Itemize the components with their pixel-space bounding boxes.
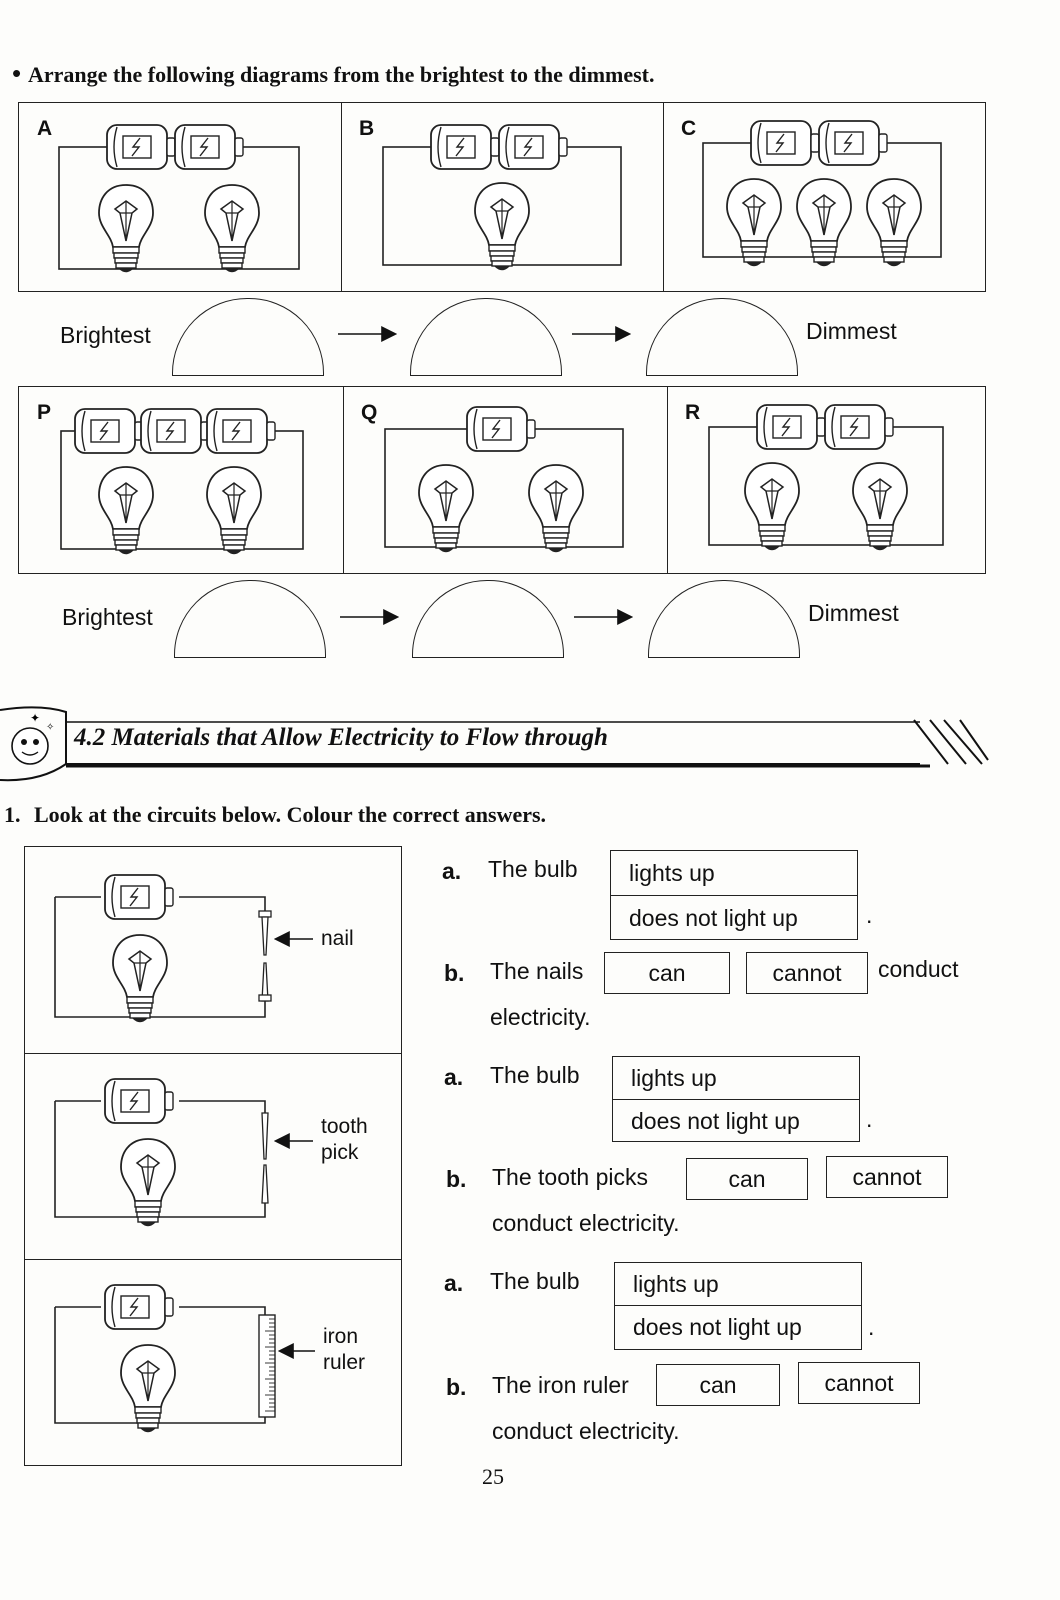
answer-slot[interactable]	[648, 580, 800, 658]
option-lights-up[interactable]: lights up	[611, 851, 857, 896]
answer-prompt: The tooth picks	[492, 1164, 648, 1190]
q2-instruction: Look at the circuits below. Colour the correct answers.	[34, 802, 547, 827]
circuit-letter: P	[37, 401, 52, 424]
circuit-diagram-b	[341, 103, 663, 291]
answer-prompt: The nails	[490, 958, 584, 984]
circuit-letter: Q	[361, 401, 378, 424]
answer-prompt: The iron ruler	[492, 1372, 629, 1398]
period: .	[866, 902, 873, 928]
circuit-letter: A	[37, 117, 53, 140]
answer-slot[interactable]	[410, 298, 562, 376]
answer-slot[interactable]	[646, 298, 798, 376]
brightest-label: Brightest	[60, 322, 151, 348]
answer-marker: a.	[442, 858, 462, 884]
circuit-cell-q	[343, 387, 668, 573]
answer-tail: conduct	[878, 956, 959, 982]
answer-tail: electricity.	[490, 1004, 591, 1030]
circuit-diagram-a	[19, 103, 341, 291]
answer-slot[interactable]	[174, 580, 326, 658]
q2-number: 1.	[4, 802, 21, 827]
answer-marker: a.	[444, 1270, 464, 1296]
material-label: ruler	[323, 1351, 366, 1374]
circuit-letter: R	[685, 401, 701, 424]
arrow-right-icon	[574, 610, 634, 624]
circuit-nail	[25, 847, 401, 1054]
circuit-cell-b	[341, 103, 664, 291]
option-does-not-light-up[interactable]: does not light up	[633, 1313, 802, 1340]
conductor-circuits	[24, 846, 402, 1466]
arrow-right-icon	[338, 327, 398, 341]
option-can[interactable]: can	[604, 952, 730, 994]
answer-marker: b.	[446, 1374, 467, 1400]
dimmest-label: Dimmest	[806, 318, 897, 344]
bulb-options	[612, 1056, 860, 1142]
answer-tail: conduct electricity.	[492, 1418, 680, 1444]
option-cannot[interactable]: cannot	[746, 952, 868, 994]
dimmest-label: Dimmest	[808, 600, 899, 626]
bulb-options	[614, 1262, 862, 1350]
material-label: tooth	[321, 1115, 368, 1138]
circuit-letter: C	[681, 117, 697, 140]
answer-marker: b.	[446, 1166, 467, 1192]
arrow-right-icon	[340, 610, 400, 624]
circuit-toothpick	[25, 1053, 401, 1260]
circuit-cell-a	[19, 103, 342, 291]
option-does-not-light-up[interactable]: does not light up	[629, 904, 798, 931]
circuit-diagram-p	[19, 387, 343, 573]
circuit-cell-c	[663, 103, 985, 291]
svg-text:✦: ✦	[30, 711, 41, 725]
period: .	[866, 1106, 873, 1132]
circuit-diagram-c	[663, 103, 985, 291]
option-lights-up[interactable]: lights up	[613, 1057, 859, 1100]
arrow-right-icon	[572, 327, 632, 341]
circuit-cell-r	[667, 387, 985, 573]
answer-tail: conduct electricity.	[492, 1210, 680, 1236]
svg-text:✧: ✧	[46, 722, 55, 733]
q1-instruction: Arrange the following diagrams from the brightest to the dimmest.	[28, 62, 655, 87]
material-label: nail	[321, 927, 354, 950]
option-cannot[interactable]: cannot	[798, 1362, 920, 1404]
circuit-set-2	[18, 386, 986, 574]
option-can[interactable]: can	[686, 1158, 808, 1200]
period: .	[868, 1314, 875, 1340]
option-does-not-light-up[interactable]: does not light up	[631, 1107, 800, 1134]
circuit-ironruler	[25, 1259, 401, 1465]
bulb-options	[610, 850, 858, 940]
section-title: 4.2 Materials that Allow Electricity to Flow through	[74, 724, 608, 751]
answer-slot[interactable]	[412, 580, 564, 658]
answer-marker: b.	[444, 960, 465, 986]
material-label: iron	[323, 1325, 359, 1348]
page-number: 25	[482, 1464, 504, 1489]
answer-prompt: The bulb	[490, 1268, 580, 1294]
circuit-cell-p	[19, 387, 344, 573]
bullet-dot: •	[12, 58, 22, 88]
circuit-set-1	[18, 102, 986, 292]
material-label: pick	[321, 1141, 359, 1164]
circuit-diagram-r	[667, 387, 985, 573]
option-can[interactable]: can	[656, 1364, 780, 1406]
answer-prompt: The bulb	[490, 1062, 580, 1088]
answer-slot[interactable]	[172, 298, 324, 376]
answer-prompt: The bulb	[488, 856, 578, 882]
answer-marker: a.	[444, 1064, 464, 1090]
option-lights-up[interactable]: lights up	[615, 1263, 861, 1306]
option-cannot[interactable]: cannot	[826, 1156, 948, 1198]
circuit-letter: B	[359, 117, 375, 140]
brightest-label: Brightest	[62, 604, 153, 630]
circuit-diagram-q	[343, 387, 667, 573]
